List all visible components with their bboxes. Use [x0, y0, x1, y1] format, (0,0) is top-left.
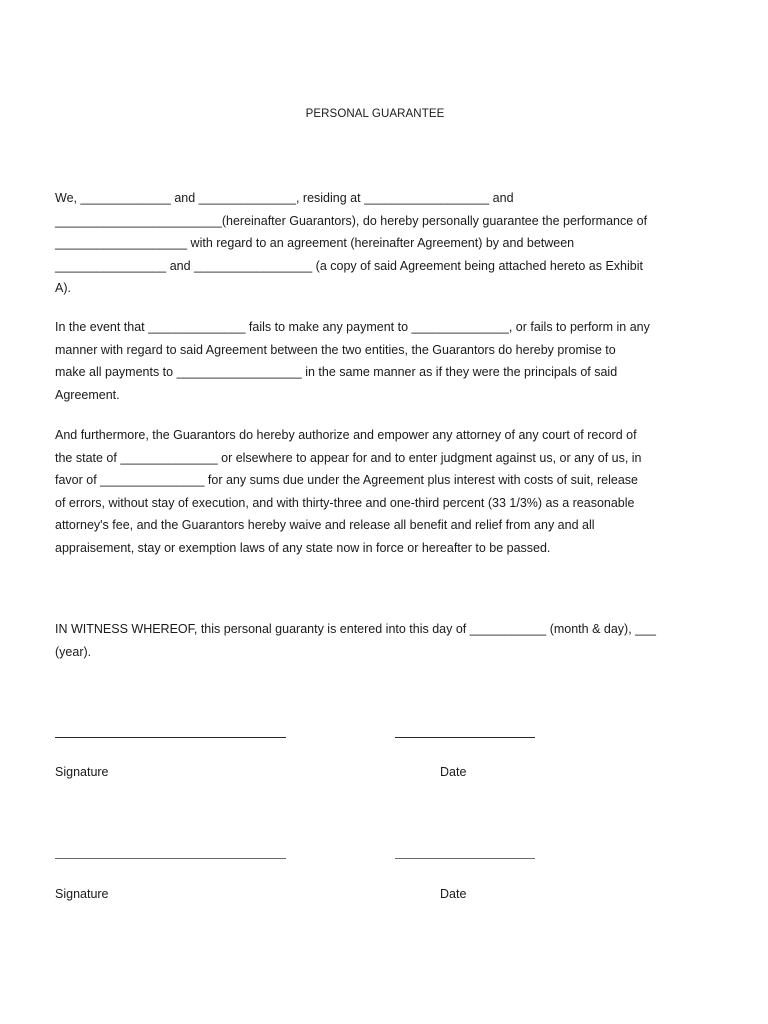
date-line-2 — [395, 858, 535, 859]
document-title: PERSONAL GUARANTEE — [305, 108, 445, 120]
text-line: (year). — [55, 644, 92, 659]
text-line: In the event that ______________ fails to make any payment to ______________, or fails to perform in any — [55, 320, 650, 334]
text-line: manner with regard to said Agreement between the two entities, the Guarantors do hereby promise to — [55, 342, 616, 357]
signature-line-1 — [55, 737, 286, 738]
paragraph-payment-default — [55, 316, 695, 406]
text-line: ___________________ with regard to an agreement (hereinafter Agreement) by and between — [55, 236, 575, 250]
text-line: A). — [55, 281, 71, 295]
text-line: the state of ______________ or elsewhere to appear for and to enter judgment against us, or any of us, in — [55, 450, 642, 465]
text-line: IN WITNESS WHEREOF, this personal guaranty is entered into this day of ___________ (month & day), ___ — [55, 622, 656, 636]
text-line: ________________ and _________________ (a copy of said Agreement being attached hereto as Exhibit — [55, 258, 643, 273]
text-line: Agreement. — [55, 387, 120, 402]
date-line-1 — [395, 737, 535, 738]
paragraph-guarantors — [55, 187, 695, 300]
text-line: of errors, without stay of execution, and with thirty-three and one-third percent (33 1/3%) as a reasonable — [55, 495, 635, 510]
signature-label-2: Signature — [55, 887, 109, 901]
signature-line-2 — [55, 858, 286, 859]
paragraph-witness-whereof — [55, 618, 695, 663]
paragraph-attorney-authorization — [55, 424, 695, 559]
text-line: attorney's fee, and the Guarantors hereby waive and release all benefit and relief from any and all — [55, 518, 595, 532]
text-line: And furthermore, the Guarantors do hereby authorize and empower any attorney of any court of record of — [55, 428, 637, 442]
text-line: make all payments to __________________ in the same manner as if they were the principals of said — [55, 365, 618, 379]
date-label-1: Date — [440, 765, 467, 779]
text-line: appraisement, stay or exemption laws of any state now in force or hereafter to be passed. — [55, 540, 551, 555]
text-line: ________________________(hereinafter Guarantors), do hereby personally guarantee the performance of — [55, 213, 648, 228]
signature-label-1: Signature — [55, 765, 109, 779]
text-line: We, _____________ and ______________, residing at __________________ and — [55, 191, 514, 205]
date-label-2: Date — [440, 887, 467, 901]
text-line: favor of _______________ for any sums due under the Agreement plus interest with costs of suit, release — [55, 473, 638, 487]
